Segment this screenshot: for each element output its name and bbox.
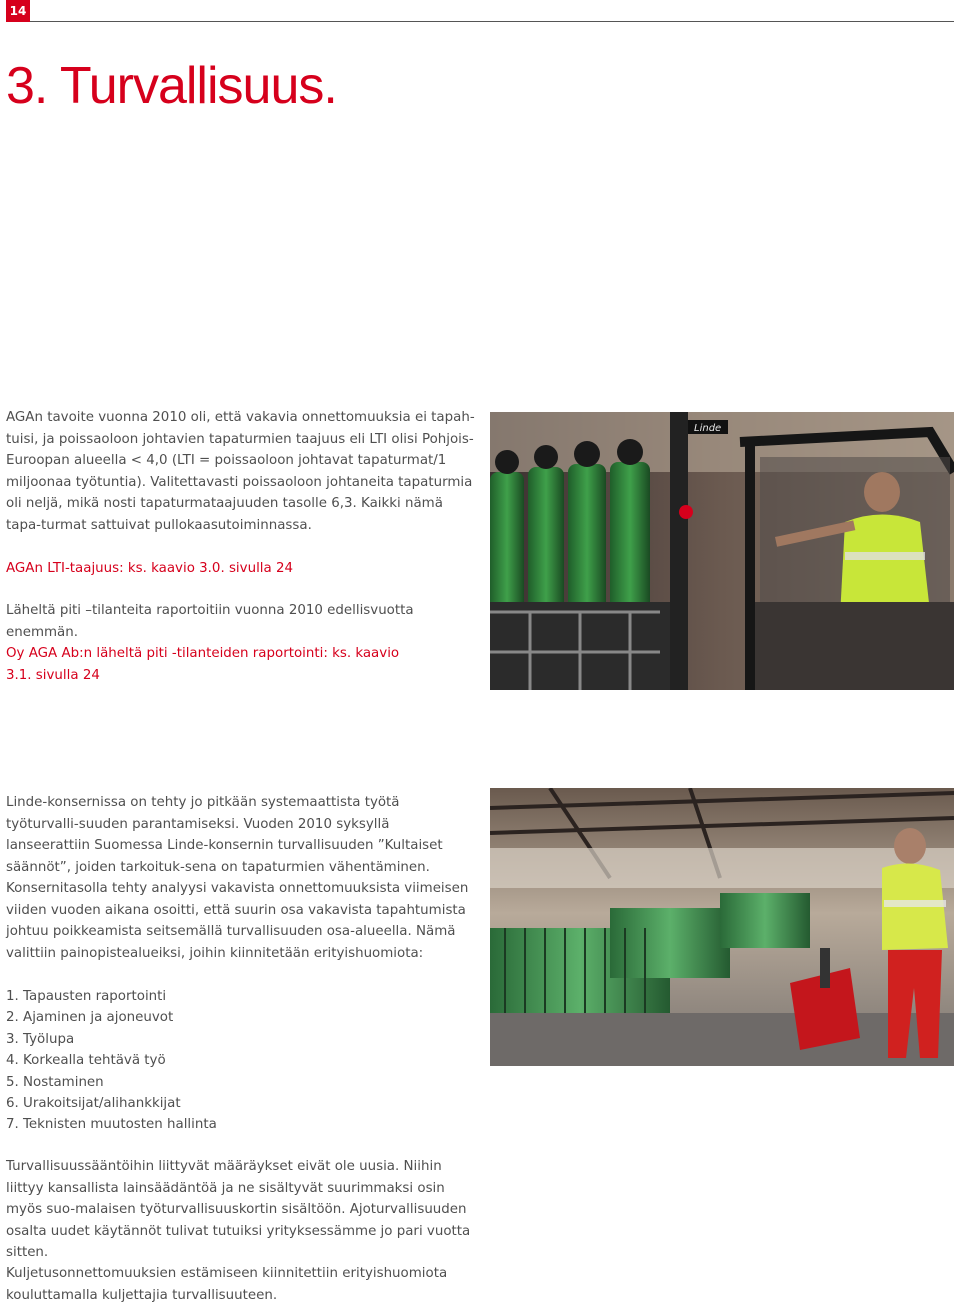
regulations-paragraph: Turvallisuussääntöihin liittyvät määräykset eivät ole uusia. Niihin liittyy kansallista lainsäädäntöä ja ne sisältyvät suurimmaksi osin myös suo-malaisen työturvallisuuskortin sisältöön. Ajoturvallisuuden osalta uudet käytännöt tulivat tutuiksi yrityksessämme jo pari vuotta sitten. xyxy=(6,1159,471,1260)
list-item: 5. Nostaminen xyxy=(6,1074,104,1090)
list-item: 4. Korkealla tehtävä työ xyxy=(6,1053,166,1069)
list-item: 3. Työlupa xyxy=(6,1031,75,1047)
lti-chart-reference: AGAn LTI-taajuus: ks. kaavio 3.0. sivulla 24 xyxy=(6,561,294,576)
focus-area-list xyxy=(6,986,306,1136)
list-item: 1. Tapausten raportointi xyxy=(6,989,167,1004)
near-miss-paragraph: Läheltä piti –tilanteita raportoitiin vuonna 2010 edellisvuotta enemmän. xyxy=(6,603,414,640)
near-miss-chart-reference: Oy AGA Ab:n läheltä piti -tilanteiden raportointi: ks. kaavio 3.1. sivulla 24 xyxy=(6,646,400,683)
driver-training-paragraph: Kuljetusonnettomuuksien estämiseen kiinnitettiin erityishuomiota kouluttamalla kuljettajia turvallisuuteen. xyxy=(6,1266,448,1303)
page-title: 3. Turvallisuus. xyxy=(6,57,337,115)
page-number: 14 xyxy=(6,0,30,22)
list-item: 7. Teknisten muutosten hallinta xyxy=(6,1117,217,1133)
header-rule xyxy=(30,21,954,22)
linde-label: Linde xyxy=(694,423,722,434)
forklift-photo xyxy=(490,412,954,690)
warehouse-photo xyxy=(490,788,954,1066)
intro-paragraph: AGAn tavoite vuonna 2010 oli, että vakavia onnettomuuksia ei tapah-tuisi, ja poissaoloon johtavien tapaturmien taajuus eli LTI olisi Pohjois-Euroopan alueella < 4,0 (LTI = poissaoloon johtavat tapaturmat/1 miljoonaa työtuntia). Valitettavasti poissaoloon johtaneita tapaturmia oli neljä, mikä nosti tapaturmataajuuden tasolle 6,3. Kaikki nämä tapa-turmat sattuivat pullokaasutoiminnassa. xyxy=(6,410,475,533)
list-item: 2. Ajaminen ja ajoneuvot xyxy=(6,1010,174,1026)
golden-rules-paragraph: Linde-konsernissa on tehty jo pitkään systemaattista työtä työturvalli-suuden parantamiseksi. Vuoden 2010 syksyllä lanseerattiin Suomessa Linde-konsernin turvallisuuden ”Kultaiset säännöt”, joiden tarkoituk-sena on tapaturmien vähentäminen. Konsernitasolla tehty analyysi vakavista onnettomuuksista viimeisen viiden vuoden aikana osoitti, että suurin osa vakavista tapahtumista johtuu poikkeamista seitsemällä turvallisuuden osa-alueella. Nämä valittiin painopistealueiksi, joihin kiinnitetään erityishuomiota: xyxy=(6,795,469,961)
list-item: 6. Urakoitsijat/alihankkijat xyxy=(6,1096,181,1112)
